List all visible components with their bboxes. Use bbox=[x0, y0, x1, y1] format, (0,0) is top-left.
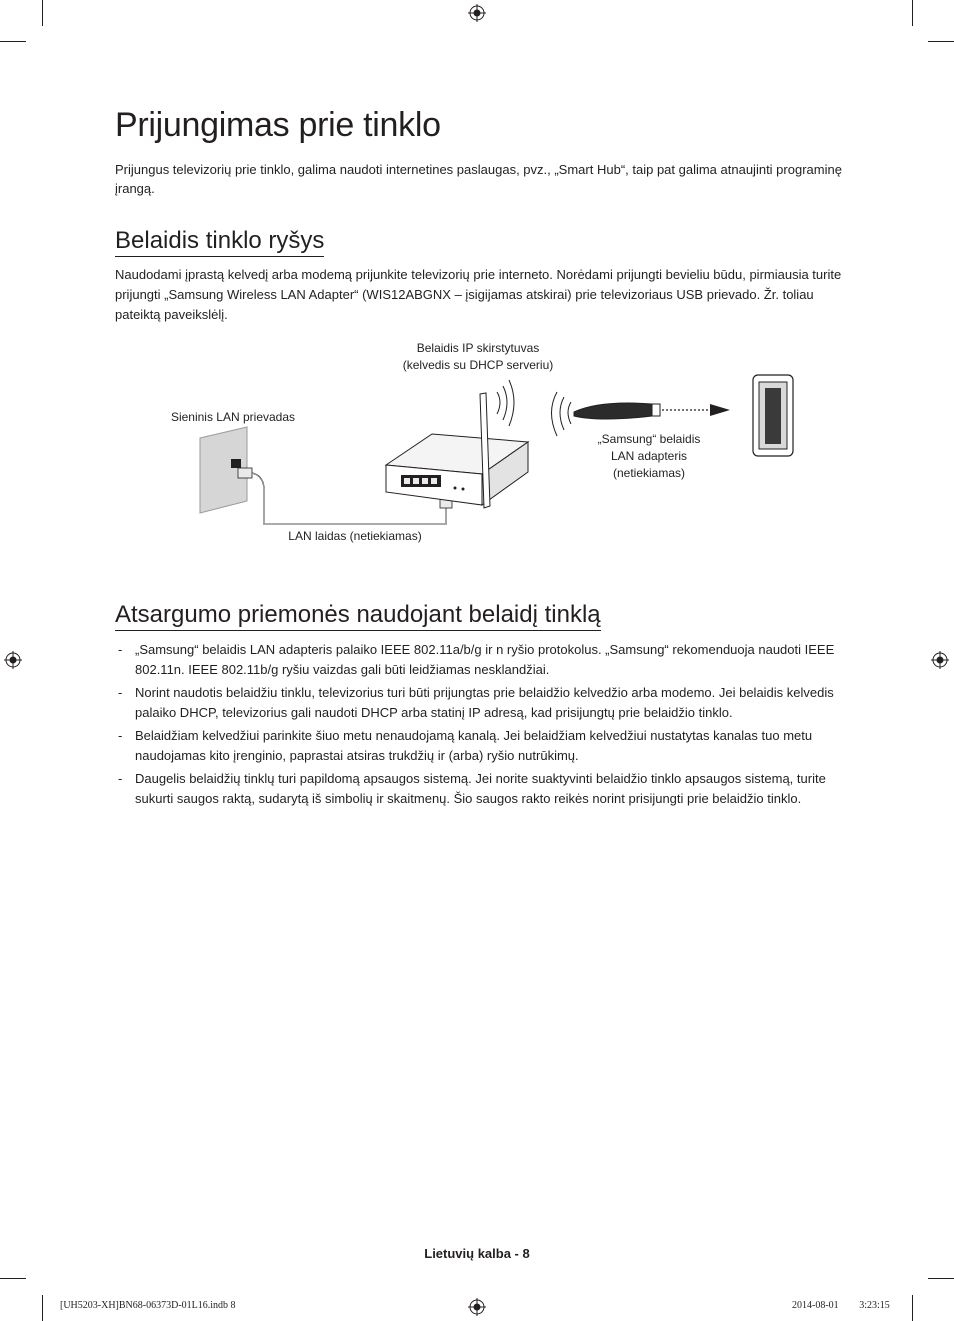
page-title: Prijungimas prie tinklo bbox=[115, 106, 441, 144]
registration-mark-icon bbox=[468, 4, 486, 22]
adapter-label-line3: (netiekiamas) bbox=[612, 466, 686, 480]
wireless-adapter-icon bbox=[574, 403, 652, 419]
router-label-line2: (kelvedis su DHCP serveriu) bbox=[402, 358, 554, 372]
list-item bbox=[115, 769, 845, 809]
list-item bbox=[115, 683, 845, 723]
crop-mark bbox=[0, 41, 26, 42]
print-slug-right: 2014-08-01 ￿￿ 3:23:15 bbox=[792, 1300, 890, 1311]
crop-mark bbox=[928, 1278, 954, 1279]
wall-plug-icon bbox=[238, 468, 252, 478]
crop-mark bbox=[42, 0, 43, 26]
intro-paragraph: Prijungus televizorių prie tinklo, galima naudoti internetines paslaugas, pvz., „Smart Hub“, taip pat galima atnaujinti programinę įrangą. bbox=[115, 162, 842, 196]
section-heading-precautions: Atsargumo priemonės naudojant belaidį tinklą bbox=[115, 601, 601, 631]
crop-mark bbox=[42, 1295, 43, 1321]
page-number: Lietuvių kalba - 8 bbox=[424, 1246, 530, 1261]
precautions-list bbox=[115, 640, 845, 812]
crop-mark bbox=[0, 1278, 26, 1279]
wireless-paragraph: Naudodami įprastą kelvedį arba modemą prijunkite televizorių prie interneto. Norėdami prijungti bevieliu būdu, pirmiausia turite prijungti „Samsung Wireless LAN Adapter“ (WIS12ABGNX – įsigijamas atskirai) prie televizoriaus USB prievado. Žr. toliau pateiktą paveikslėlį. bbox=[115, 267, 842, 322]
arrow-icon bbox=[710, 404, 730, 416]
print-slug-left: [UH5203-XH]BN68-06373D-01L16.indb 8 bbox=[60, 1300, 236, 1311]
list-dash: - bbox=[118, 728, 123, 743]
crop-mark bbox=[912, 0, 913, 26]
adapter-label-line2: LAN adapteris bbox=[610, 449, 688, 463]
crop-mark bbox=[912, 1295, 913, 1321]
registration-mark-icon bbox=[4, 651, 22, 669]
list-dash: - bbox=[118, 642, 123, 657]
registration-mark-icon bbox=[931, 651, 949, 669]
list-item bbox=[115, 726, 845, 766]
list-dash: - bbox=[118, 685, 123, 700]
list-dash: - bbox=[118, 771, 123, 786]
adapter-label-line1: „Samsung“ belaidis bbox=[597, 432, 701, 446]
crop-mark bbox=[928, 41, 954, 42]
router-label-line1: Belaidis IP skirstytuvas bbox=[416, 341, 540, 355]
list-item-text: „Samsung“ belaidis LAN adapteris palaiko IEEE 802.11a/b/g ir n ryšio protokolus. „Samsung“ rekomenduoja naudoti IEEE 802.11n. IEEE 802.11b/g ryšiu vaizdas gali būti leidžiamas nesklandžiai. bbox=[135, 642, 835, 677]
list-item bbox=[115, 640, 845, 680]
registration-mark-icon bbox=[468, 1298, 486, 1316]
cable-label: LAN laidas (netiekiamas) bbox=[288, 529, 422, 543]
section-heading-wireless: Belaidis tinklo ryšys bbox=[115, 227, 324, 257]
list-item-text: Norint naudotis belaidžiu tinklu, televizorius turi būti prijungtas prie belaidžio kelvedžio arba modemo. Jei belaidis kelvedis palaiko DHCP, televizorius gali naudoti DHCP arba statinį IP adresą, kad prisijungtų prie belaidžio tinklo. bbox=[135, 685, 834, 720]
wall-port-label: Sieninis LAN prievadas bbox=[170, 410, 296, 424]
list-item-text: Belaidžiam kelvedžiui parinkite šiuo metu nenaudojamą kanalą. Jei belaidžiam kelvedžiui nustatytas kanalas tuo metu naudojamas kito įrenginio, paprastai atsiras trukdžių ir (arba) ryšio nutrūkimų. bbox=[135, 728, 813, 763]
list-item-text: Daugelis belaidžių tinklų turi papildomą apsaugos sistemą. Jei norite suaktyvinti belaidžio tinklo apsaugos sistemą, turite sukurti saugos raktą, sudarytą iš simbolių ir skaitmenų. Šio saugos rakto reikės norint prisijungti prie belaidžio tinklo. bbox=[135, 771, 826, 806]
network-diagram bbox=[0, 330, 954, 560]
wall-port-icon bbox=[231, 459, 241, 468]
